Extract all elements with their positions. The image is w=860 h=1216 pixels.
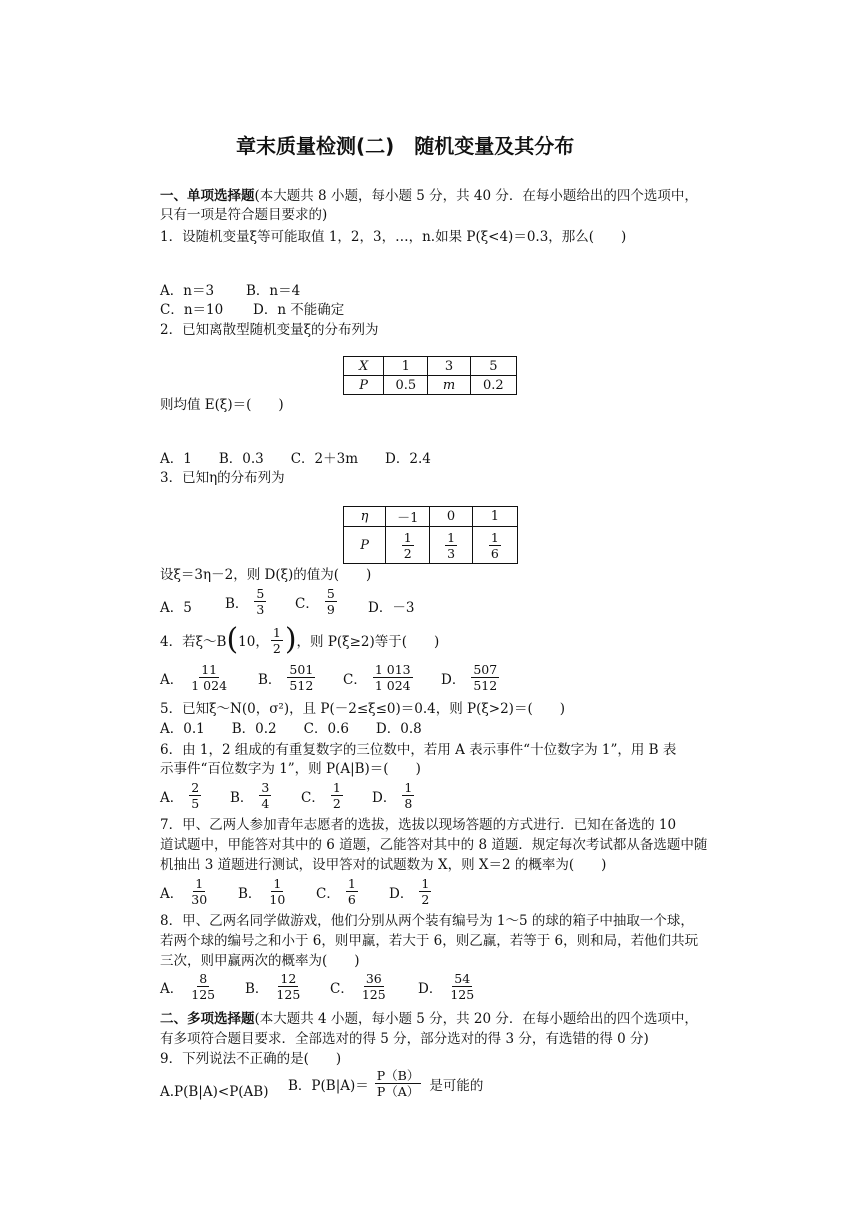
- table-cell: －1: [386, 507, 430, 527]
- q8-line2: 若两个球的编号之和小于 6，则甲赢，若大于 6，则乙赢，若等于 6，则和局，若他们共玩: [160, 933, 699, 949]
- q3-ask: 设ξ＝3η－2，则 D(ξ)的值为( ): [160, 567, 372, 583]
- section2-desc2: 有多项符合题目要求．全部选对的得 5 分，部分选对的得 3 分，有选错的得 0 分): [160, 1031, 649, 1047]
- section1-desc1: (本大题共 8 小题，每小题 5 分，共 40 分．在每小题给出的四个选项中，: [254, 188, 698, 204]
- section1-line1: [160, 187, 698, 205]
- q2-ask: 则均值 E(ξ)＝( ): [160, 397, 284, 413]
- q6-option-d: D． $\frac{1}{8}$: [372, 780, 413, 811]
- q2-distribution-table: [343, 356, 517, 395]
- table-cell: 3: [428, 357, 470, 376]
- section2-desc1: (本大题共 4 小题，每小题 5 分，共 20 分．在每小题给出的四个选项中，: [254, 1011, 698, 1027]
- q4-option-a: A． $\frac{11}{1 024}$: [160, 662, 228, 693]
- q8-option-b: B． $\frac{12}{125}$: [245, 971, 301, 1002]
- q7-option-a: A． $\frac{1}{30}$: [160, 876, 208, 907]
- q1-option-b: B．n＝4: [246, 283, 301, 299]
- table-cell: 1: [472, 507, 517, 527]
- q3-table-header-row: [344, 507, 518, 527]
- q8-line3: 三次，则甲赢两次的概率为( ): [160, 953, 360, 969]
- table-cell: 0.2: [470, 376, 516, 395]
- table-cell: 0: [430, 507, 472, 527]
- q8-line1: 8．甲、乙两名同学做游戏，他们分别从两个装有编号为 1～5 的球的箱子中抽取一个球，: [160, 913, 694, 929]
- q7-line2: 道试题中，甲能答对其中的 6 道题，乙能答对其中的 8 道题．规定每次考试都从备选题中随: [160, 837, 708, 853]
- q7-option-c: C． $\frac{1}{6}$: [316, 876, 356, 907]
- q4-stem: 4．若ξ～B ( 10， $\frac{1}{2}$ ) ，则 P(ξ≥2)等于( ): [160, 622, 440, 657]
- q8-option-c: C． $\frac{36}{125}$: [330, 971, 386, 1002]
- q6-option-b: B． $\frac{3}{4}$: [230, 780, 270, 811]
- table-cell: η: [344, 507, 386, 527]
- q7-line1: 7．甲、乙两人参加青年志愿者的选拔，选拔以现场答题的方式进行．已知在备选的 10: [160, 817, 677, 833]
- q7-line3: 机抽出 3 道题进行测试，设甲答对的试题数为 X，则 X＝2 的概率为( ): [160, 857, 607, 873]
- q6-option-c: C． $\frac{1}{2}$: [301, 780, 341, 811]
- table-cell: 0.5: [384, 376, 428, 395]
- q1-stem: 1．设随机变量ξ等可能取值 1，2，3，…，n.如果 P(ξ<4)＝0.3，那么( ): [160, 229, 627, 245]
- q9-stem: 9．下列说法不正确的是( ): [160, 1051, 342, 1067]
- q1-option-a: A．n＝3: [160, 283, 215, 299]
- q2-table-prob-row: [344, 376, 517, 395]
- q3-distribution-table: [343, 506, 518, 564]
- q5-options: A．0.1 B．0.2 C．0.6 D．0.8: [160, 721, 422, 737]
- q6-line2: 示事件“百位数字为 1”，则 P(A|B)＝( ): [160, 761, 421, 777]
- q3-option-d: D．－3: [368, 600, 415, 616]
- q3-option-a: A．5: [160, 600, 192, 616]
- q3-stem: 3．已知η的分布列为: [160, 470, 285, 486]
- q4-binomial-params: ( 10， $\frac{1}{2}$ ): [226, 622, 297, 657]
- q2-table-header-row: [344, 357, 517, 376]
- q9-option-a: A.P(B|A)<P(AB): [160, 1084, 269, 1100]
- table-cell: P: [344, 527, 386, 564]
- table-cell: 1: [384, 357, 428, 376]
- q9-option-b: B．P(B|A)＝ $\frac{P(B)}{P(A)}$ 是可能的: [288, 1068, 484, 1099]
- q6-option-a: A． $\frac{2}{5}$: [160, 780, 200, 811]
- q4-option-c: C． $\frac{1 013}{1 024}$: [343, 662, 411, 693]
- q7-option-d: D． $\frac{1}{2}$: [389, 876, 430, 907]
- table-cell: $\frac{1}{3}$: [430, 527, 472, 564]
- q3-option-c: C． $\frac{5}{9}$: [295, 586, 335, 617]
- q4-option-b: B． $\frac{501}{512}$: [258, 662, 314, 693]
- table-cell: P: [344, 376, 384, 395]
- section2-heading: 二、多项选择题: [160, 1011, 255, 1027]
- table-cell: $\frac{1}{2}$: [386, 527, 430, 564]
- q6-line1: 6．由 1，2 组成的有重复数字的三位数中，若用 A 表示事件“十位数字为 1”，用 B 表: [160, 742, 677, 758]
- page-title: 章末质量检测(二) 随机变量及其分布: [236, 134, 575, 158]
- q2-stem: 2．已知离散型随机变量ξ的分布列为: [160, 322, 379, 338]
- q8-option-a: A． $\frac{8}{125}$: [160, 971, 216, 1002]
- q7-option-b: B． $\frac{1}{10}$: [238, 876, 286, 907]
- table-cell: X: [344, 357, 384, 376]
- q8-option-d: D． $\frac{54}{125}$: [418, 971, 475, 1002]
- section1-heading: 一、单项选择题: [160, 188, 255, 204]
- table-cell: 5: [470, 357, 516, 376]
- q1-option-d: D．n 不能确定: [253, 302, 345, 318]
- q2-options: A．1 B．0.3 C．2＋3m D．2.4: [160, 451, 431, 467]
- q1-option-c: C．n＝10: [160, 302, 224, 318]
- q3-table-prob-row: [344, 527, 518, 564]
- section2-line1: [160, 1010, 698, 1028]
- q4-option-d: D． $\frac{507}{512}$: [441, 662, 498, 693]
- q5-stem: 5．已知ξ～N(0，σ²)，且 P(－2≤ξ≤0)＝0.4，则 P(ξ>2)＝( ): [160, 701, 565, 717]
- q3-option-b: B． $\frac{5}{3}$: [225, 586, 265, 617]
- table-cell: m: [428, 376, 470, 395]
- table-cell: $\frac{1}{6}$: [472, 527, 517, 564]
- section1-desc2: 只有一项是符合题目要求的): [160, 207, 328, 223]
